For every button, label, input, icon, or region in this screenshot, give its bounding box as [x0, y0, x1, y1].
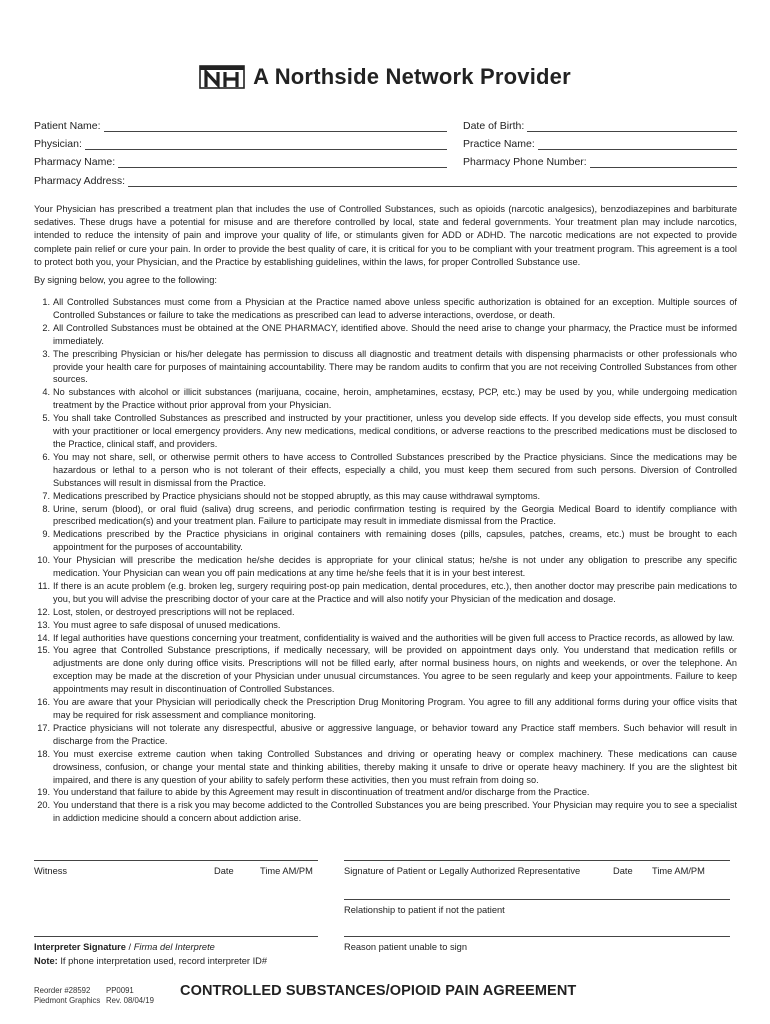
interpreter-label-en: Interpreter Signature [34, 942, 126, 952]
term-number: 13. [37, 619, 50, 630]
term-number: 7. [42, 490, 50, 501]
term-number: 9. [42, 529, 50, 540]
pharmacy-address-label: Pharmacy Address: [34, 175, 126, 187]
list-item [34, 632, 737, 645]
list-item [34, 451, 737, 490]
pharmacy-address-field[interactable] [34, 173, 737, 187]
term-text: All Controlled Substances must be obtained at the ONE PHARMACY, identified above. Should the need arise to change your pharmacy, the Practice must be informed immediately. [53, 322, 737, 346]
date-of-birth-field[interactable] [463, 118, 737, 132]
interpreter-label-sep: / [125, 942, 134, 952]
term-text: You may not share, sell, or otherwise permit others to have access to Controlled Substances prescribed by the Practice physicians. Since the medications may be hazardous or lethal to a person who is not tolerant of their effects, especially a child, you must keep them secured from such persons. Diversion of Controlled Substances will result in dismissal from the Practice. [53, 451, 737, 488]
list-item [34, 722, 737, 748]
term-text: Medications prescribed by the Practice physicians in original containers with remaining doses (pills, capsules, patches, creams, etc.) must be brought to each appointment for the purposes of accountability. [53, 529, 737, 553]
term-number: 18. [37, 748, 50, 759]
term-text: All Controlled Substances must come from a Physician at the Practice named above unless specific authorization is obtained for an exception. Multiple sources of Controlled Substances or failure to take the medications as prescribed can lead to adverse interactions, overdose, or death. [53, 297, 737, 320]
reorder-block [34, 986, 100, 1006]
interpreter-note-label: Note: [34, 956, 58, 966]
pharmacy-name-label: Pharmacy Name: [34, 156, 116, 168]
list-item [34, 748, 737, 787]
interpreter-signature-label [34, 942, 215, 952]
list-item [34, 696, 737, 722]
list-item [34, 322, 737, 348]
interpreter-label-es: Firma del Interprete [133, 942, 215, 952]
patient-name-label: Patient Name: [34, 120, 101, 132]
term-text: You understand that there is a risk you may become addicted to the Controlled Substances you are being prescribed. Your Physician may require you to see a specialist in addiction medicine should a concern about addiction arise. [53, 800, 737, 824]
terms-list [34, 296, 737, 825]
term-number: 14. [37, 632, 50, 643]
witness-label: Witness [34, 866, 68, 876]
term-text: You agree that Controlled Substance prescriptions, if medically necessary, will be provided on appointment days only. You understand that medication refills or adjustments are done only during office visits. Prescriptions will not be filled early, after normal business hours, on nights and weekends, or over the telephone. An exception may be made at the discretion of your Physician under unusual circumstances. You agree to be seen regularly and keep your appointments. Failure to keep appointments may result in discontinuation of Controlled Substances. [53, 645, 737, 695]
form-title: CONTROLLED SUBSTANCES/OPIOID PAIN AGREEMENT [180, 983, 577, 999]
physician-line[interactable] [85, 139, 447, 150]
term-number: 8. [42, 503, 50, 514]
witness-time-label: Time AM/PM [260, 866, 313, 876]
term-number: 6. [42, 451, 50, 462]
term-text: You must agree to safe disposal of unused medications. [53, 619, 281, 630]
witness-date-label: Date [214, 866, 234, 876]
term-text: You understand that failure to abide by this Agreement may result in discontinuation of treatment and/or discharge from the Practice. [53, 787, 590, 798]
practice-name-line[interactable] [538, 139, 737, 150]
form-revision: Rev. 08/04/19 [106, 996, 154, 1005]
term-text: Urine, serum (blood), or oral fluid (saliva) drug screens, and periodic confirmation testing is required by the Georgia Medical Board to identify compliance with prescribed medication(s) and your treatment plan. Failure to participate may result in immediate dismissal from the Practice. [53, 503, 737, 527]
publisher-name: Piedmont Graphics [34, 996, 101, 1005]
reason-line[interactable] [344, 936, 730, 937]
nh-monogram-logo-icon [199, 65, 245, 89]
patient-name-line[interactable] [104, 121, 447, 132]
list-item [34, 503, 737, 529]
term-number: 20. [37, 800, 50, 811]
intro-paragraph: Your Physician has prescribed a treatment plan that includes the use of Controlled Substances, such as opioids (narcotic analgesics), benzodiazepines and barbiturate sedatives. These drugs have a potential for misuse and are therefore controlled by local, state and federal governments. Your treatment plan may include narcotics, intended to reduce the intensity of pain and improve your quality of life, or stimulants given for ADD or ADHD. The narcotic medications are not expected to provide complete pain relief or cure your pain. In order to provide the best quality of care, it is critical for you to be compliant with your treatment program. This agreement is a tool to protect both you, your Physician, and the Practice by establishing guidelines, within the laws, for proper Controlled Substance use. [34, 204, 737, 267]
term-text: Your Physician will prescribe the medication he/she decides is appropriate for your clinical status; he/she is not under any obligation to prescribe any specific medication. Your Physician can wean you off pain medications at any time he/she feels that it is in your best interest. [53, 555, 737, 579]
term-number: 11. [37, 580, 50, 591]
list-item [34, 528, 737, 554]
patient-name-field[interactable] [34, 118, 447, 132]
patient-date-label: Date [613, 866, 633, 876]
interpreter-signature-line[interactable] [34, 936, 318, 937]
list-item [34, 786, 737, 799]
patient-signature-line[interactable] [344, 860, 730, 861]
list-item [34, 554, 737, 580]
term-number: 19. [37, 787, 50, 798]
reason-label: Reason patient unable to sign [344, 942, 468, 952]
term-text: You must exercise extreme caution when taking Controlled Substances and driving or operating heavy or complex machinery. These medications can cause drowsiness, confusion, or change your mental state and thinking abilities, thereby making it unsafe to drive or operate heavy machinery. If you are the slightest bit impaired, and there is any question of your ability to safely perform these activities, then you must refrain from doing so. [53, 748, 737, 785]
document-header [0, 64, 770, 90]
term-number: 16. [37, 697, 50, 708]
pharmacy-name-line[interactable] [118, 157, 447, 168]
term-number: 10. [37, 555, 50, 566]
list-item [34, 412, 737, 451]
term-number: 5. [42, 413, 50, 424]
term-number: 4. [42, 387, 50, 398]
patient-signature-label: Signature of Patient or Legally Authorized Representative [344, 866, 581, 876]
term-number: 2. [42, 322, 50, 333]
term-text: Medications prescribed by Practice physicians should not be stopped abruptly, as this may cause withdrawal symptoms. [53, 490, 540, 501]
term-number: 15. [37, 645, 50, 656]
list-item [34, 619, 737, 632]
term-text: If legal authorities have questions concerning your treatment, confidentiality is waived and the authorities will be given full access to Practice records, as allowed by law. [53, 632, 735, 643]
list-item [34, 348, 737, 387]
reorder-number: Reorder #28592 [34, 986, 91, 995]
interpreter-note [34, 956, 267, 966]
relationship-label: Relationship to patient if not the patient [344, 905, 505, 915]
term-number: 12. [37, 606, 50, 617]
interpreter-note-text: If phone interpretation used, record interpreter ID# [57, 956, 268, 966]
provider-title: A Northside Network Provider [253, 64, 571, 89]
term-text: You are aware that your Physician will periodically check the Prescription Drug Monitoring Program. You agree to fill any additional forms during your office visits that may be required for risk assessment and compliance monitoring. [53, 697, 737, 720]
physician-label: Physician: [34, 138, 82, 150]
term-text: You shall take Controlled Substances as prescribed and instructed by your practitioner, unless you develop side effects. If you develop side effects, you must consult with your practitioner or local emergency providers. Any new medications, medical conditions, or adverse reactions to the prescribed medications must be disclosed to the Practice, clinical staff, and providers. [53, 413, 737, 449]
term-text: Lost, stolen, or destroyed prescriptions will not be replaced. [53, 606, 295, 617]
agreement-intro: By signing below, you agree to the following: [34, 275, 217, 285]
pharmacy-phone-line[interactable] [590, 157, 737, 168]
term-text: If there is an acute problem (e.g. broken leg, surgery requiring post-op pain medication, dental procedures, etc.), then another doctor may prescribe pain medications to you, but you will advise the prescribing doctor of your care at the Practice and will also notify your Physician of the medication and dosage. [53, 580, 737, 604]
term-text: Practice physicians will not tolerate any disrespectful, abusive or aggressive language, or behavior toward any Practice staff members. Such behavior will result in discharge from the Practice. [53, 722, 737, 746]
term-number: 3. [42, 348, 50, 359]
term-number: 1. [42, 297, 50, 307]
list-item [34, 386, 737, 412]
term-text: No substances with alcohol or illicit substances (marijuana, cocaine, heroin, amphetamines, ecstasy, PCP, etc.) may be used by you, while undergoing medication treatment by the Practice without prior approval from your Physician. [53, 387, 737, 411]
pharmacy-phone-label: Pharmacy Phone Number: [463, 156, 587, 168]
relationship-line[interactable] [344, 899, 730, 900]
list-item [34, 644, 737, 696]
form-code: PP0091 [106, 986, 134, 995]
date-of-birth-label: Date of Birth: [463, 120, 525, 132]
physician-field[interactable] [34, 136, 447, 150]
list-item [34, 606, 737, 619]
witness-signature-line[interactable] [34, 860, 318, 861]
practice-name-field[interactable] [463, 136, 737, 150]
date-of-birth-line[interactable] [527, 121, 737, 132]
list-item [34, 296, 737, 322]
pharmacy-address-line[interactable] [128, 176, 737, 187]
term-number: 17. [37, 722, 50, 733]
patient-time-label: Time AM/PM [652, 866, 705, 876]
list-item [34, 799, 737, 825]
pharmacy-phone-field[interactable] [463, 154, 737, 168]
practice-name-label: Practice Name: [463, 138, 535, 150]
term-text: The prescribing Physician or his/her delegate has permission to discuss all diagnostic and treatment details with dispensing pharmacists or other professionals who provide your health care for purposes of maintaining accountability. There may be random audits to confirm that you are not receiving Controlled Substances from other sources. [53, 348, 737, 385]
list-item [34, 580, 737, 606]
list-item [34, 490, 737, 503]
form-code-block [106, 986, 154, 1006]
pharmacy-name-field[interactable] [34, 154, 447, 168]
